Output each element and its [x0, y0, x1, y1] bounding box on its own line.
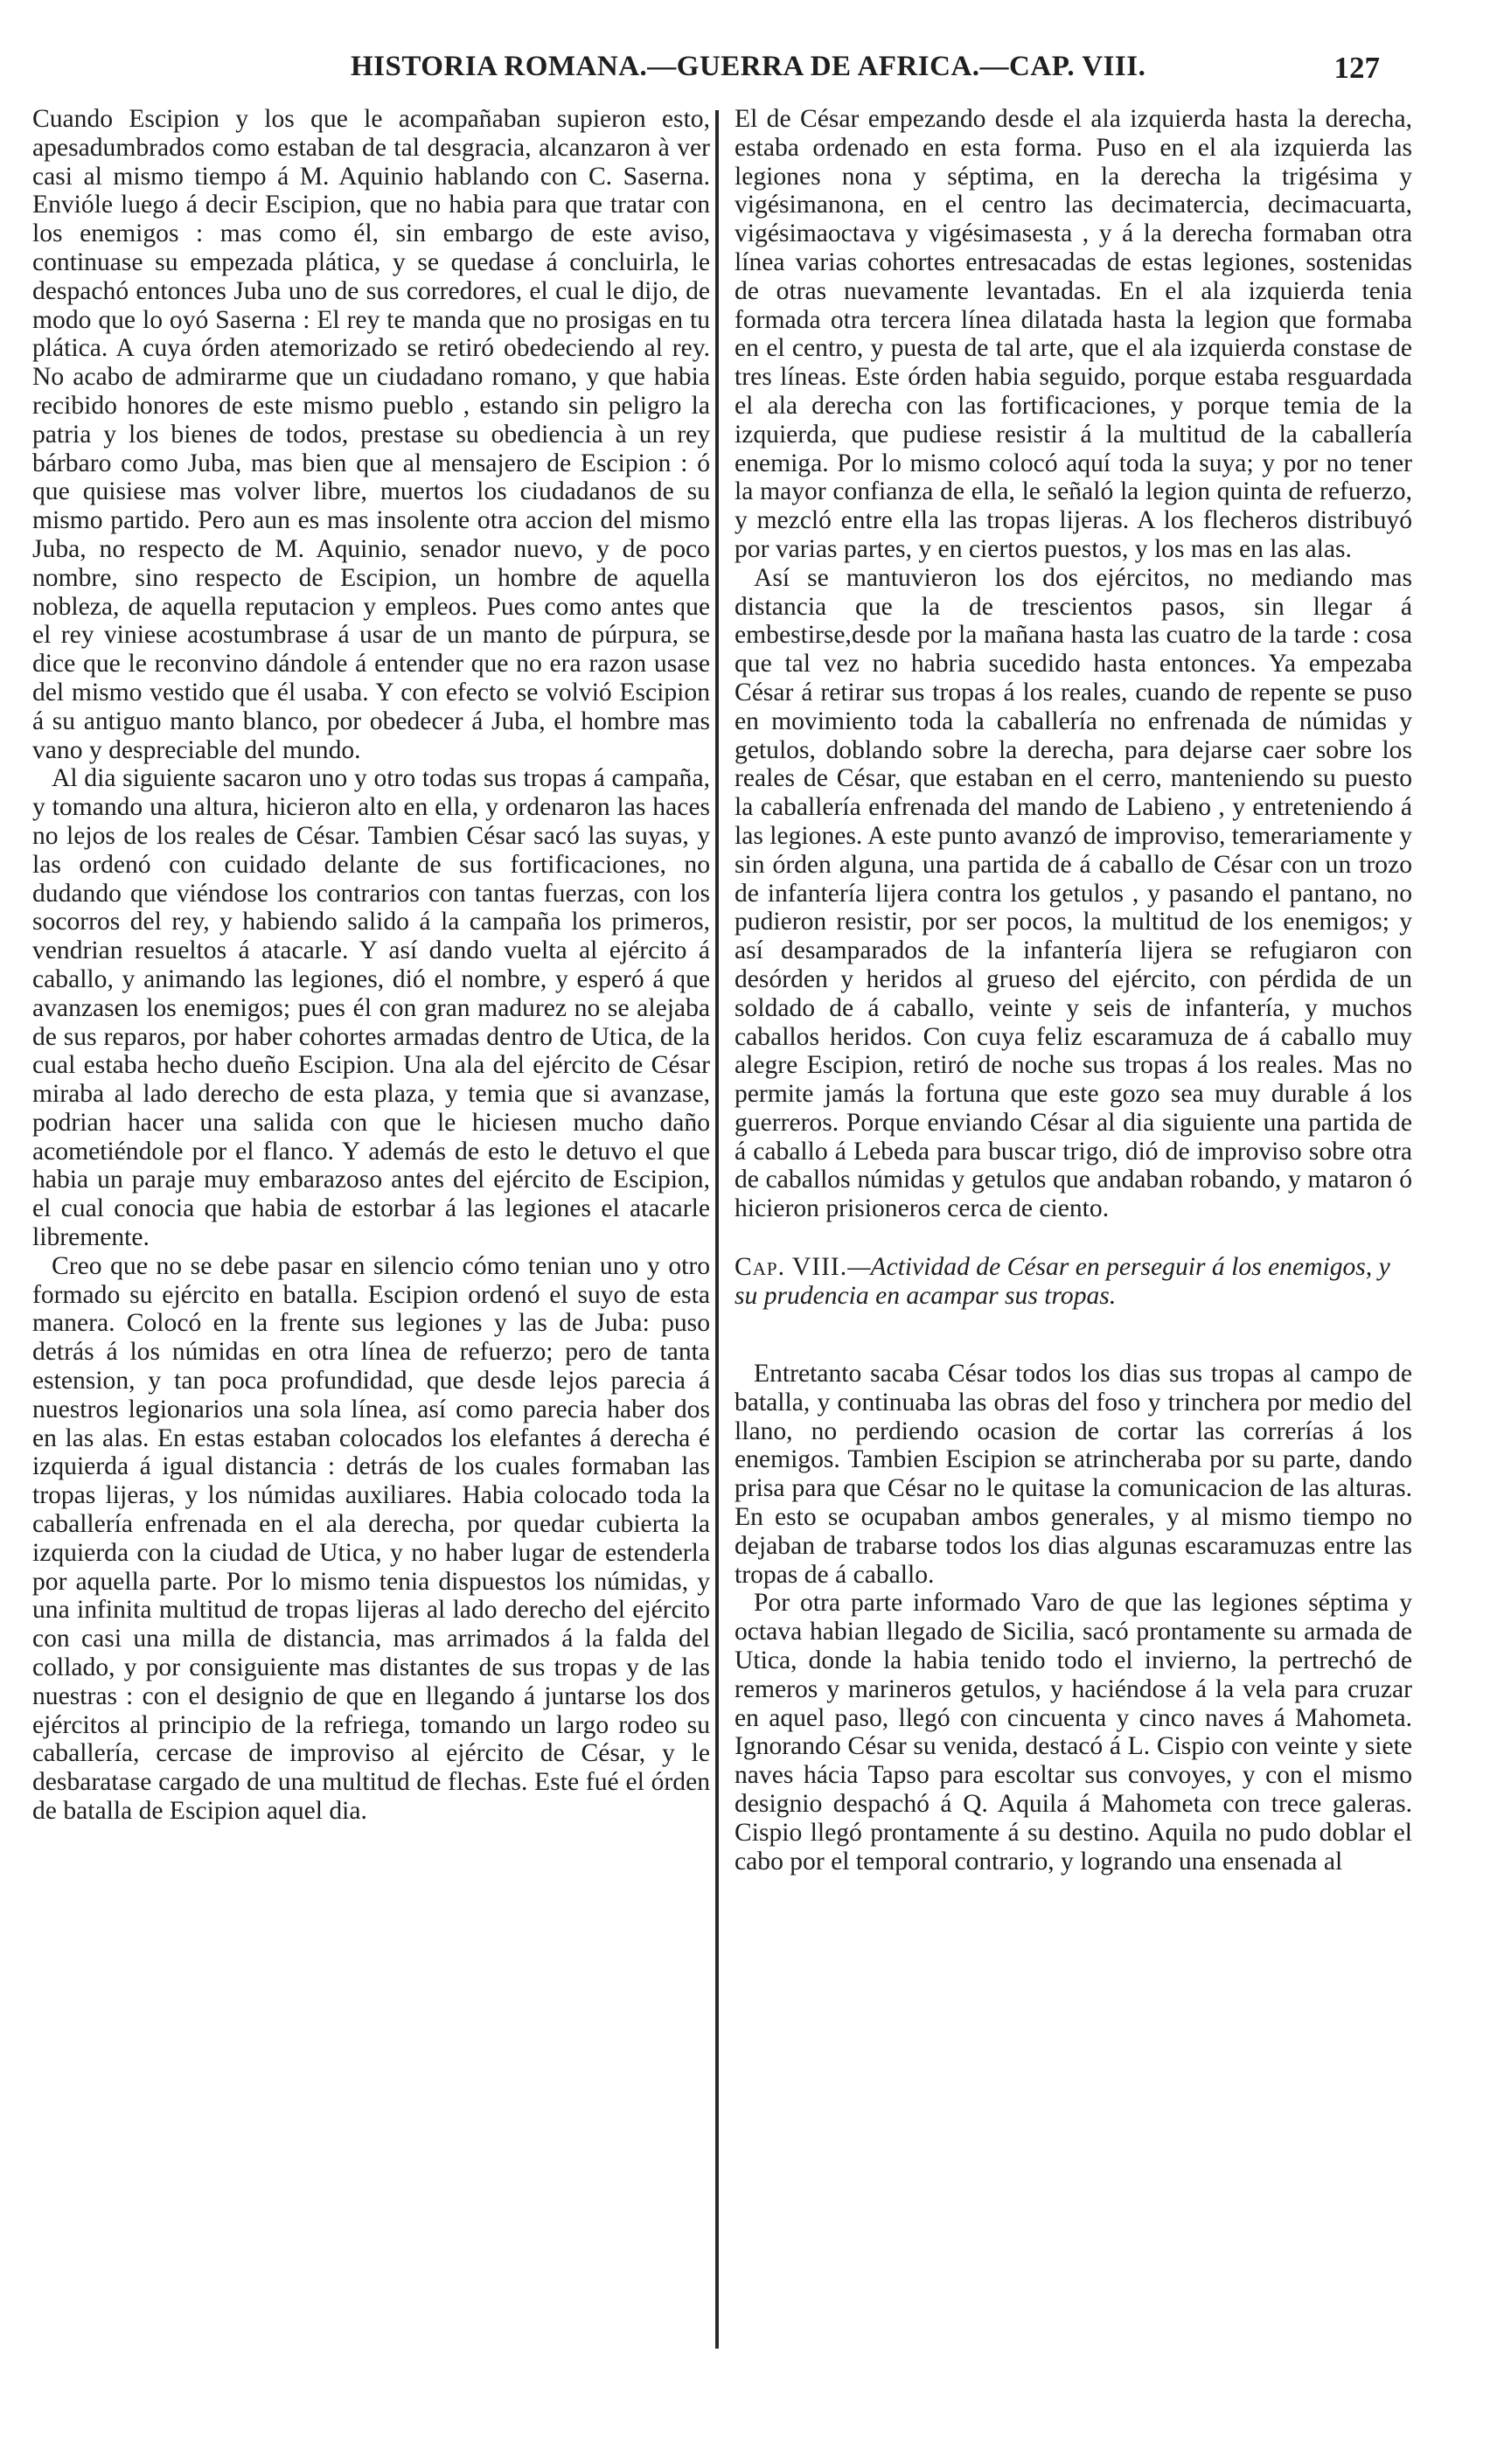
- paragraph: Cuando Escipion y los que le acompañaban supieron esto, apesadumbrados como estaban de tal desgracia, alcanzaron à ver casi al mismo tiempo á M. Aquinio hablando con C. Saserna. Envióle luego á decir Escipion, que no habia para que tratar con los enemigos : mas como él, sin embargo de este aviso, continuase su empezada plática, y se quedase á concluirla, le despachó entonces Juba uno de sus corredores, el cual le dijo, de modo que lo oyó Saserna : El rey te manda que no prosigas en tu plática. A cuya órden atemorizado se retiró obedeciendo al rey. No acabo de admirarme que un ciudadano romano, y que habia recibido honores de este mismo pueblo , estando sin peligro la patria y los bienes de todos, prestase su obediencia à un rey bárbaro como Juba, mas bien que al mensajero de Escipion : ó que quisiese mas volver libre, muertos los ciudadanos de su mismo partido. Pero aun es mas insolente otra accion del mismo Juba, no respecto de M. Aquinio, senador nuevo, y de poco nombre, sino respecto de Escipion, un hombre de aquella nobleza, de aquella reputacion y empleos. Pues como antes que el rey viniese acostumbrase á usar de un manto de púrpura, se dice que le reconvino dándole á entender que no era razon usase del mismo vestido que él usaba. Y con efecto se volvió Escipion á su antiguo manto blanco, por obedecer á Juba, el hombre mas vano y despreciable del mundo.: [32, 105, 710, 764]
- paragraph: Por otra parte informado Varo de que las legiones séptima y octava habian llegado de Sicilia, sacó prontamente su armada de Utica, donde la habia tenido todo el invierno, la pertrechó de remeros y marineros getulos, y haciéndose á la vela para cruzar en aquel paso, llegó con cincuenta y cinco naves á Mahometa. Ignorando César su venida, destacó á L. Cispio con veinte y siete naves hácia Tapso para escoltar sus convoyes, y con el mismo designio despachó á Q. Aquila á Mahometa con trece galeras. Cispio llegó prontamente á su destino. Aquila no pudo doblar el cabo por el temporal contrario, y logrando una ensenada al: [735, 1589, 1412, 1876]
- chapter-label: Cap. VIII.: [735, 1253, 848, 1282]
- chapter-heading: [735, 1253, 1412, 1311]
- paragraph: Así se mantuvieron los dos ejércitos, no mediando mas distancia que la de trescientos pasos, sin llegar á embestirse,desde por la mañana hasta las cuatro de la tarde : cosa que tal vez no habria sucedido hasta entonces. Ya empezaba César á retirar sus tropas á los reales, cuando de repente se puso en movimiento toda la caballería no enfrenada de númidas y getulos, doblando sobre la derecha, para dejarse caer sobre los reales de César, que estaban en el cerro, manteniendo su puesto la caballería enfrenada del mando de Labieno , y entreteniendo á las legiones. A este punto avanzó de improviso, temerariamente y sin órden alguna, una partida de á caballo de César con un trozo de infantería lijera contra los getulos , y pasando el pantano, no pudieron resistir, por ser pocos, la multitud de los enemigos; y así desamparados de la infantería lijera se refugiaron con desórden y heridos al grueso del ejército, con pérdida de un soldado de á caballo, veinte y seis de infantería, y muchos caballos heridos. Con cuya feliz escaramuza de á caballo muy alegre Escipion, retiró de noche sus tropas á los reales. Mas no permite jamás la fortuna que este gozo sea muy durable á los guerreros. Porque enviando César al dia siguiente una partida de á caballo á Lebeda para buscar trigo, dió de improviso sobre otra de caballos númidas y getulos que andaban robando, y mataron ó hicieron prisioneros cerca de ciento.: [735, 563, 1412, 1223]
- chapter-title: —Actividad de César en perseguir á los enemigos, y su prudencia en acampar sus tropas.: [735, 1253, 1390, 1311]
- running-header: [51, 51, 1380, 103]
- paragraph: El de César empezando desde el ala izquierda hasta la derecha, estaba ordenado en esta forma. Puso en el ala izquierda las legiones nona y séptima, en la derecha la trigésima y vigésimanona, en el centro las decimatercia, decimacuarta, vigésimaoctava y vigésimasesta , y á la derecha formaban otra línea varias cohortes entresacadas de estas legiones, sostenidas de otras nuevamente levantadas. En el ala izquierda tenia formada otra tercera línea dilatada hasta la legion que formaba en el centro, y puesta de tal arte, que el ala izquierda constase de tres líneas. Este órden habia seguido, porque estaba resguardada el ala derecha con las fortificaciones, y porque temia de la izquierda, que pudiese resistir á la multitud de la caballería enemiga. Por lo mismo colocó aquí toda la suya; y por no tener la mayor confianza de ella, le señaló la legion quinta de refuerzo, y mezcló entre ella las tropas lijeras. A los flecheros distribuyó por varias partes, y en ciertos puestos, y los mas en las alas.: [735, 105, 1412, 563]
- column-divider: [715, 110, 719, 2349]
- running-title: HISTORIA ROMANA.—GUERRA DE AFRICA.—CAP. VIII.: [351, 51, 1146, 82]
- left-column: [32, 105, 710, 1826]
- right-column: [735, 105, 1412, 1876]
- paragraph: Al dia siguiente sacaron uno y otro todas sus tropas á campaña, y tomando una altura, hicieron alto en ella, y ordenaron las haces no lejos de los reales de César. Tambien César sacó las suyas, y las ordenó con cuidado delante de sus fortificaciones, no dudando que viéndose los contrarios con tantas fuerzas, con los socorros del rey, y habiendo salido á la campaña los primeros, vendrian resueltos á atacarle. Y así dando vuelta al ejército á caballo, y animando las legiones, dió el nombre, y esperó á que avanzasen los enemigos; pues él con gran madurez no se alejaba de sus reparos, por haber cohortes armadas dentro de Utica, de la cual estaba hecho dueño Escipion. Una ala del ejército de César miraba al lado derecho de esta plaza, y temia que si avanzase, podrian hacer una salida con que le hiciesen mucho daño acometiéndole por el flanco. Y además de esto le detuvo el que habia un paraje muy embarazoso antes del ejército de Escipion, el cual conocia que habia de estorbar á las legiones el atacarle libremente.: [32, 764, 710, 1252]
- paragraph: Entretanto sacaba César todos los dias sus tropas al campo de batalla, y continuaba las obras del foso y trinchera por medio del llano, no perdiendo ocasion de cortar las correrías á los enemigos. Tambien Escipion se atrincheraba por su parte, dando prisa para que César no le quitase la comunicacion de las alturas. En esto se ocupaban ambos generales, y al mismo tiempo no dejaban de trabarse todos los dias algunas escaramuzas entre las tropas de á caballo.: [735, 1360, 1412, 1589]
- page-number: 127: [1333, 51, 1380, 85]
- paragraph: Creo que no se debe pasar en silencio cómo tenian uno y otro formado su ejército en batalla. Escipion ordenó el suyo de esta manera. Colocó en la frente sus legiones y las de Juba: puso detrás á los númidas en otra línea de refuerzo; pero de tanta estension, y tan poca profundidad, que desde lejos parecia á nuestros legionarios una sola línea, así como parecia haber dos en las alas. En estas estaban colocados los elefantes á derecha é izquierda á igual distancia : detrás de los cuales formaban las tropas lijeras, y los númidas auxiliares. Habia colocado toda la caballería enfrenada en el ala derecha, por quedar cubierta la izquierda con la ciudad de Utica, y no haber lugar de estenderla por aquella parte. Por lo mismo tenia dispuestos los númidas, y una infinita multitud de tropas lijeras al lado derecho del ejército con casi una milla de distancia, mas arrimados á la falda del collado, y por consiguiente mas distantes de sus tropas y de las nuestras : con el designio de que en llegando á juntarse los dos ejércitos al principio de la refriega, tomando un largo rodeo su caballería, cercase de improviso al ejército de César, y le desbaratase cargado de una multitud de flechas. Este fué el órden de batalla de Escipion aquel dia.: [32, 1251, 710, 1826]
